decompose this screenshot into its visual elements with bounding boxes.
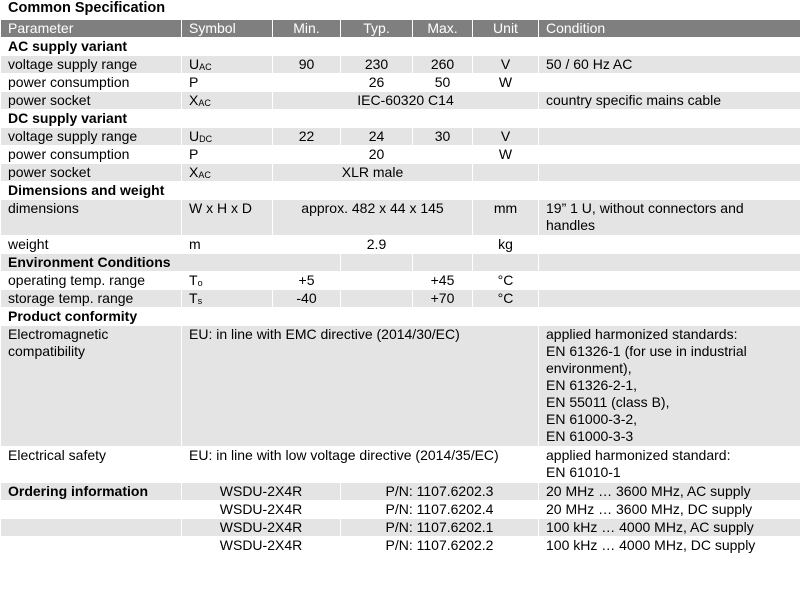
cell-model: WSDU-2X4R	[182, 537, 341, 555]
cell-min: 90	[273, 56, 341, 74]
table-row	[1, 200, 800, 236]
cell-parameter: Electromagnetic compatibility	[1, 326, 182, 447]
cell-unit: mm	[473, 200, 539, 236]
cell-symbol: P	[182, 74, 273, 92]
cell-typ: 230	[341, 56, 413, 74]
cell-parameter: power consumption	[1, 146, 182, 164]
header-condition: Condition	[539, 20, 800, 38]
section-dc: DC supply variant	[1, 110, 182, 128]
table-row	[1, 537, 800, 555]
table-row	[1, 447, 800, 483]
cell-desc: 100 kHz … 4000 MHz, DC supply	[539, 537, 800, 555]
cell-symbol: $X_{AC}$	[182, 92, 273, 110]
cell-value: XLR male	[273, 164, 473, 182]
cell-unit: V	[473, 56, 539, 74]
cell-parameter: storage temp. range	[1, 290, 182, 308]
cell-desc: 20 MHz … 3600 MHz, AC supply	[539, 483, 800, 501]
cell-desc: 100 kHz … 4000 MHz, AC supply	[539, 519, 800, 537]
cell-max: 260	[413, 56, 473, 74]
cell-desc: 20 MHz … 3600 MHz, DC supply	[539, 501, 800, 519]
cell-parameter: power socket	[1, 92, 182, 110]
header-symbol: Symbol	[182, 20, 273, 38]
section-row	[1, 110, 800, 128]
cell-model: WSDU-2X4R	[182, 501, 341, 519]
cell-standards: applied harmonized standards: EN 61326-1 (for use in industrial environment), EN 61326-2-1, EN 55011 (class B), EN 61000-3-2, EN 61000-3-3	[539, 326, 800, 447]
header-typ: Typ.	[341, 20, 413, 38]
cell-unit: °C	[473, 272, 539, 290]
table-row	[1, 326, 800, 447]
cell-text: EU: in line with low voltage directive (2014/35/EC)	[182, 447, 539, 483]
cell-unit: V	[473, 128, 539, 146]
cell-pn: P/N: 1107.6202.2	[341, 537, 539, 555]
cell-unit: W	[473, 146, 539, 164]
cell-pn: P/N: 1107.6202.4	[341, 501, 539, 519]
section-conformity: Product conformity	[1, 308, 182, 326]
cell-condition: 19” 1 U, without connectors and handles	[539, 200, 800, 236]
cell-parameter: dimensions	[1, 200, 182, 236]
table-row	[1, 483, 800, 501]
table-row	[1, 164, 800, 182]
table-row	[1, 146, 800, 164]
cell-symbol: $T_s$	[182, 290, 273, 308]
section-row	[1, 182, 800, 200]
cell-min: +5	[273, 272, 341, 290]
spec-table	[0, 19, 800, 555]
table-title: Common Specification	[8, 0, 166, 16]
cell-parameter: power socket	[1, 164, 182, 182]
section-environment: Environment Conditions	[1, 254, 341, 272]
header-max: Max.	[413, 20, 473, 38]
cell-pn: P/N: 1107.6202.1	[341, 519, 539, 537]
cell-max: +70	[413, 290, 473, 308]
cell-value: approx. 482 x 44 x 145	[273, 200, 473, 236]
cell-symbol: $X_{AC}$	[182, 164, 273, 182]
cell-max: +45	[413, 272, 473, 290]
section-dimensions: Dimensions and weight	[1, 182, 182, 200]
cell-min: -40	[273, 290, 341, 308]
header-min: Min.	[273, 20, 341, 38]
table-row	[1, 272, 800, 290]
table-row	[1, 92, 800, 110]
header-row	[1, 20, 800, 38]
table-row	[1, 290, 800, 308]
cell-unit: °C	[473, 290, 539, 308]
cell-typ: 26	[341, 74, 413, 92]
cell-symbol: $T_o$	[182, 272, 273, 290]
cell-symbol: $U_{AC}$	[182, 56, 273, 74]
cell-max: 30	[413, 128, 473, 146]
cell-value: IEC-60320 C14	[273, 92, 539, 110]
cell-symbol: P	[182, 146, 273, 164]
table-row	[1, 74, 800, 92]
cell-min: 22	[273, 128, 341, 146]
table-row	[1, 236, 800, 254]
cell-parameter: operating temp. range	[1, 272, 182, 290]
cell-standards: applied harmonized standard: EN 61010-1	[539, 447, 800, 483]
header-parameter: Parameter	[1, 20, 182, 38]
cell-unit: kg	[473, 236, 539, 254]
table-row	[1, 128, 800, 146]
ordering-label: Ordering information	[1, 483, 182, 501]
cell-parameter: voltage supply range	[1, 56, 182, 74]
header-unit: Unit	[473, 20, 539, 38]
cell-pn: P/N: 1107.6202.3	[341, 483, 539, 501]
cell-condition: 50 / 60 Hz AC	[539, 56, 800, 74]
cell-unit: W	[473, 74, 539, 92]
cell-typ: 2.9	[341, 236, 413, 254]
cell-symbol: W x H x D	[182, 200, 273, 236]
section-row	[1, 38, 800, 56]
table-row	[1, 519, 800, 537]
cell-model: WSDU-2X4R	[182, 519, 341, 537]
section-ac: AC supply variant	[1, 38, 182, 56]
cell-symbol: $U_{DC}$	[182, 128, 273, 146]
cell-typ: 20	[341, 146, 413, 164]
section-row	[1, 308, 800, 326]
cell-condition: country specific mains cable	[539, 92, 800, 110]
cell-model: WSDU-2X4R	[182, 483, 341, 501]
section-row	[1, 254, 800, 272]
cell-max: 50	[413, 74, 473, 92]
cell-parameter: Electrical safety	[1, 447, 182, 483]
cell-text: EU: in line with EMC directive (2014/30/EC)	[182, 326, 539, 447]
cell-symbol: m	[182, 236, 273, 254]
cell-parameter: power consumption	[1, 74, 182, 92]
cell-parameter: weight	[1, 236, 182, 254]
cell-typ: 24	[341, 128, 413, 146]
cell-parameter: voltage supply range	[1, 128, 182, 146]
table-row	[1, 501, 800, 519]
table-row	[1, 56, 800, 74]
